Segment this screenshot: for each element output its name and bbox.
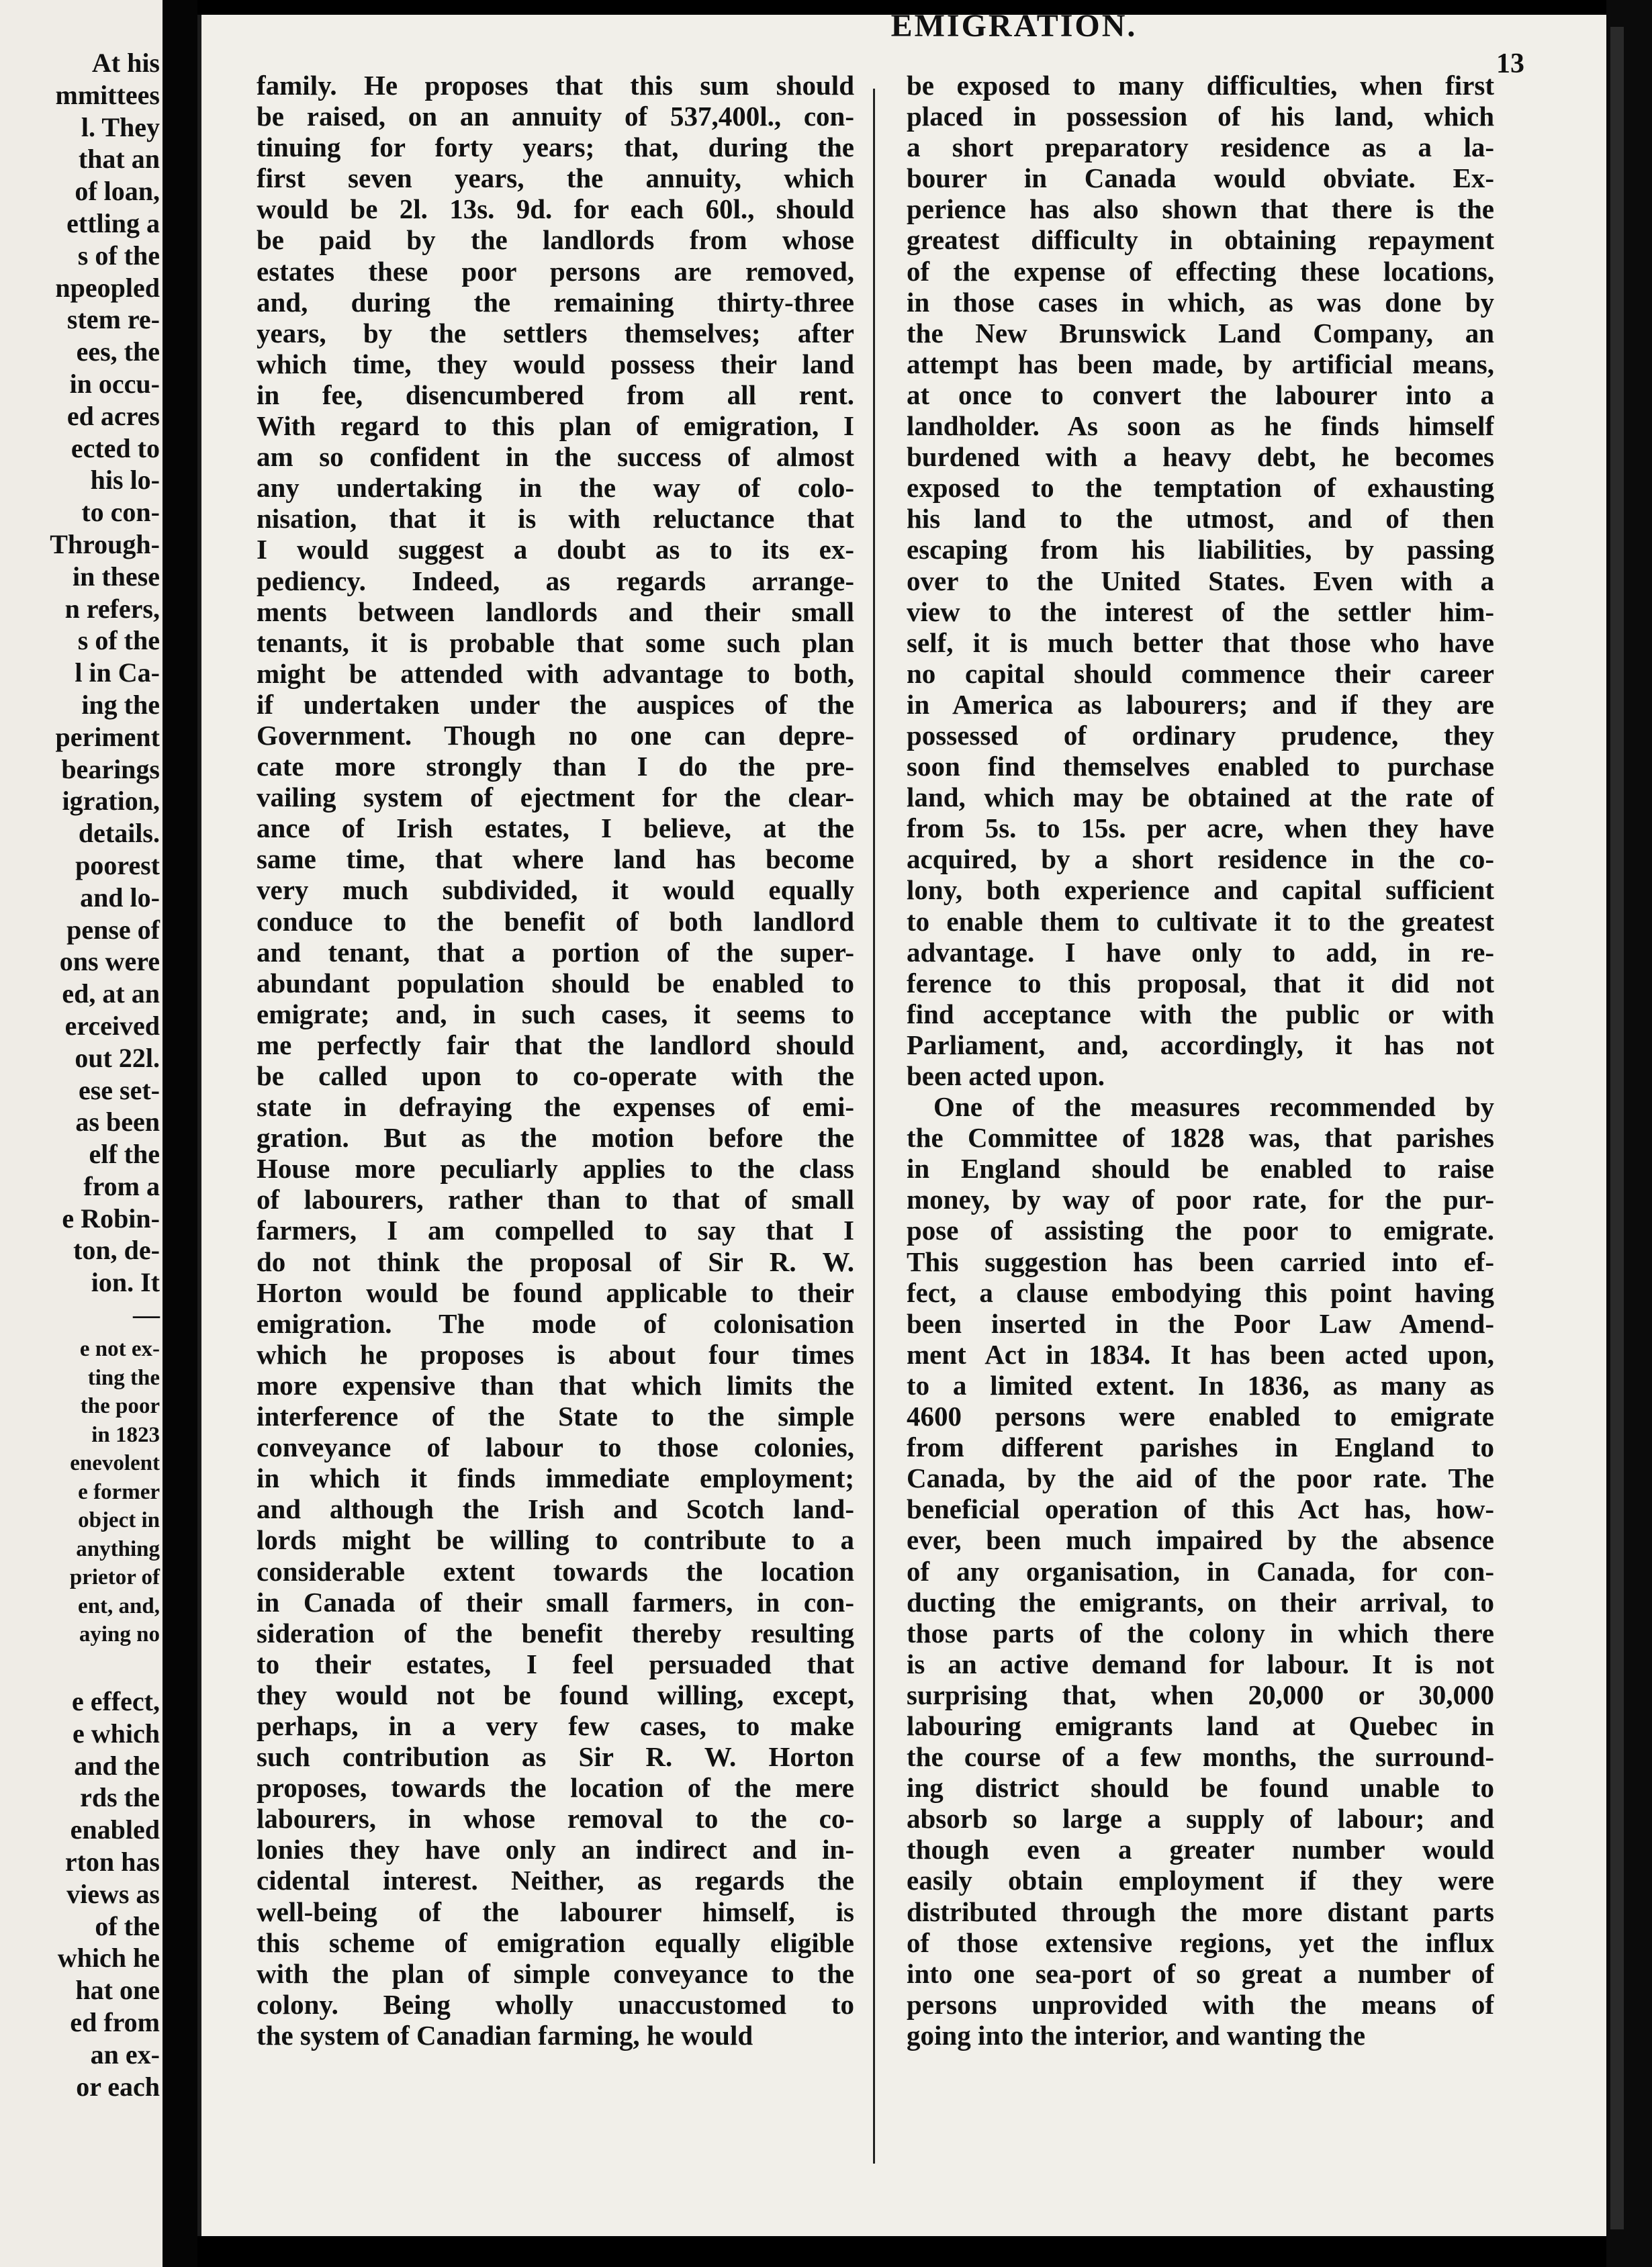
text-line: House more peculiarly applies to the class bbox=[257, 1153, 854, 1185]
text-line: years, by the settlers themselves; after bbox=[257, 317, 854, 349]
text-line: pose of assisting the poor to emigrate. bbox=[907, 1215, 1494, 1246]
text-line: and tenant, that a portion of the super- bbox=[257, 936, 854, 968]
previous-page-text-lower bbox=[0, 1685, 160, 2102]
text-line: very much subdivided, it would equally bbox=[257, 874, 854, 906]
text-line: persons unprovided with the means of bbox=[907, 1988, 1494, 2020]
fragment-line: Through- bbox=[50, 528, 160, 559]
text-line: Government. Though no one can depre- bbox=[257, 719, 854, 751]
fragment-line: erceived bbox=[64, 1010, 160, 1041]
text-line: nisation, that it is with reluctance that bbox=[257, 503, 854, 535]
fragment-line: bearings bbox=[61, 753, 160, 784]
text-line: With regard to this plan of emigration, I bbox=[257, 410, 854, 442]
fragment-line: e effect, bbox=[72, 1686, 160, 1716]
text-line: of labourers, rather than to that of small bbox=[257, 1184, 854, 1215]
text-line: greatest difficulty in obtaining repayment bbox=[907, 224, 1494, 256]
text-line: ference to this proposal, that it did not bbox=[907, 967, 1494, 999]
text-line: fect, a clause embodying this point having bbox=[907, 1277, 1494, 1308]
text-line: distributed through the more distant parts bbox=[907, 1896, 1494, 1927]
fragment-line: n refers, bbox=[64, 593, 160, 624]
text-line: which he proposes is about four times bbox=[257, 1338, 854, 1370]
text-line: lony, both experience and capital sufficient bbox=[907, 874, 1494, 906]
fragment-line: aying no bbox=[79, 1622, 160, 1647]
fragment-line: views as bbox=[66, 1878, 160, 1909]
text-line: abundant population should be enabled to bbox=[257, 967, 854, 999]
fragment-line: e former bbox=[78, 1479, 160, 1504]
text-line: which time, they would possess their land bbox=[257, 348, 854, 379]
text-line: absorb so large a supply of labour; and bbox=[907, 1803, 1494, 1835]
text-line: in which it finds immediate employment; bbox=[257, 1463, 854, 1494]
text-line: be paid by the landlords from whose bbox=[257, 224, 854, 256]
text-line: labouring emigrants land at Quebec in bbox=[907, 1710, 1494, 1741]
text-line: first seven years, the annuity, which bbox=[257, 163, 854, 194]
text-line: escaping from his liabilities, by passing bbox=[907, 534, 1494, 565]
fragment-line: to con- bbox=[81, 497, 160, 528]
text-line: conduce to the benefit of both landlord bbox=[257, 905, 854, 937]
text-line: cidental interest. Neither, as regards the bbox=[257, 1865, 854, 1896]
fragment-line: — bbox=[133, 1299, 160, 1330]
text-line: would be 2l. 13s. 9d. for each 60l., should bbox=[257, 193, 854, 225]
fragment-line: elf the bbox=[89, 1139, 160, 1170]
text-line: though even a greater number would bbox=[907, 1834, 1494, 1865]
fragment-line: out 22l. bbox=[75, 1042, 160, 1073]
text-line: exposed to the temptation of exhausting bbox=[907, 472, 1494, 504]
fragment-line: which he bbox=[57, 1943, 160, 1974]
text-line: been acted upon. bbox=[907, 1060, 1105, 1091]
text-line: labourers, in whose removal to the co- bbox=[257, 1803, 854, 1835]
text-line: pediency. Indeed, as regards arrange- bbox=[257, 565, 854, 596]
text-line: landholder. As soon as he finds himself bbox=[907, 410, 1494, 442]
text-line: colony. Being wholly unaccustomed to bbox=[257, 1988, 854, 2020]
text-line: to enable them to cultivate it to the greatest bbox=[907, 905, 1494, 937]
text-line: ever, been much impaired by the absence bbox=[907, 1524, 1494, 1556]
fragment-line: in occu- bbox=[69, 368, 160, 399]
text-line: going into the interior, and wanting the bbox=[907, 2019, 1366, 2051]
fragment-line: anything bbox=[76, 1536, 160, 1561]
fragment-line: or each bbox=[76, 2071, 160, 2102]
text-line: perience has also shown that there is the bbox=[907, 193, 1494, 225]
text-line: estates these poor persons are removed, bbox=[257, 255, 854, 287]
text-line: land, which may be obtained at the rate of bbox=[907, 782, 1494, 813]
text-line: ance of Irish estates, I believe, at the bbox=[257, 813, 854, 844]
text-line: lords might be willing to contribute to a bbox=[257, 1524, 854, 1556]
fragment-line: that an bbox=[78, 144, 160, 175]
text-line: interference of the State to the simple bbox=[257, 1401, 854, 1432]
text-line: any undertaking in the way of colo- bbox=[257, 472, 854, 504]
book-page bbox=[197, 15, 1606, 2236]
fragment-line: of loan, bbox=[75, 176, 160, 207]
column-rule bbox=[873, 89, 875, 2164]
text-line: acquired, by a short residence in the co- bbox=[907, 843, 1494, 875]
fragment-line: l in Ca- bbox=[75, 657, 160, 688]
text-line: One of the measures recommended by bbox=[933, 1091, 1494, 1123]
text-line: sideration of the benefit thereby resulting bbox=[257, 1617, 854, 1649]
previous-page-edge bbox=[0, 0, 163, 2267]
fragment-line: ettling a bbox=[66, 207, 160, 238]
fragment-line: ting the bbox=[87, 1365, 160, 1390]
text-line: am so confident in the success of almost bbox=[257, 441, 854, 473]
text-line: perhaps, in a very few cases, to make bbox=[257, 1710, 854, 1741]
text-line: view to the interest of the settler him- bbox=[907, 596, 1494, 627]
text-line: his land to the utmost, and of then bbox=[907, 503, 1494, 535]
text-line: be called upon to co-operate with the bbox=[257, 1060, 854, 1091]
text-line: bourer in Canada would obviate. Ex- bbox=[907, 163, 1494, 194]
fragment-line: ected to bbox=[71, 432, 160, 463]
fragment-line: and the bbox=[74, 1750, 160, 1781]
fragment-line: and lo- bbox=[80, 882, 160, 913]
text-line: easily obtain employment if they were bbox=[907, 1865, 1494, 1896]
previous-page-text-upper bbox=[0, 47, 160, 1331]
text-line: of any organisation, in Canada, for con- bbox=[907, 1555, 1494, 1587]
text-line: with the plan of simple conveyance to the bbox=[257, 1957, 854, 1989]
fragment-line: mmittees bbox=[55, 79, 160, 110]
text-line: vailing system of ejectment for the clear- bbox=[257, 782, 854, 813]
fragment-line: ed from bbox=[70, 2006, 160, 2037]
text-line: ing district should be found unable to bbox=[907, 1772, 1494, 1804]
fragment-line: e Robin- bbox=[62, 1203, 160, 1234]
fragment-line: ent, and, bbox=[78, 1593, 160, 1618]
text-line: if undertaken under the auspices of the bbox=[257, 688, 854, 720]
text-line: do not think the proposal of Sir R. W. bbox=[257, 1246, 854, 1277]
page-number: 13 bbox=[1496, 48, 1524, 79]
page-edge-strip bbox=[1610, 27, 1624, 2229]
text-line: in those cases in which, as was done by bbox=[907, 286, 1494, 318]
text-line: family. He proposes that this sum should bbox=[257, 70, 854, 101]
text-line: no capital should commence their career bbox=[907, 657, 1494, 689]
fragment-line: ing the bbox=[81, 689, 160, 720]
text-line: emigration. The mode of colonisation bbox=[257, 1307, 854, 1339]
fragment-line: ed, at an bbox=[62, 978, 160, 1009]
text-line: advantage. I have only to add, in re- bbox=[907, 936, 1494, 968]
text-line: Canada, by the aid of the poor rate. The bbox=[907, 1463, 1494, 1494]
text-line: conveyance of labour to those colonies, bbox=[257, 1432, 854, 1463]
text-line: ments between landlords and their small bbox=[257, 596, 854, 627]
text-line: in England should be enabled to raise bbox=[907, 1153, 1494, 1185]
text-line: cate more strongly than I do the pre- bbox=[257, 751, 854, 782]
previous-page-text-footnote bbox=[0, 1335, 160, 1649]
text-line: possessed of ordinary prudence, they bbox=[907, 719, 1494, 751]
text-line: might be attended with advantage to both, bbox=[257, 657, 854, 689]
text-line: been inserted in the Poor Law Amend- bbox=[907, 1307, 1494, 1339]
text-line: emigrate; and, in such cases, it seems to bbox=[257, 998, 854, 1029]
text-line: lonies they have only an indirect and in- bbox=[257, 1834, 854, 1865]
text-line: the New Brunswick Land Company, an bbox=[907, 317, 1494, 349]
text-line: in fee, disencumbered from all rent. bbox=[257, 379, 854, 410]
fragment-line: enevolent bbox=[70, 1451, 160, 1475]
fragment-line: poorest bbox=[75, 849, 160, 880]
text-line: money, by way of poor rate, for the pur- bbox=[907, 1184, 1494, 1215]
text-line: and, during the remaining thirty-three bbox=[257, 286, 854, 318]
text-line: ment Act in 1834. It has been acted upon, bbox=[907, 1338, 1494, 1370]
text-line: burdened with a heavy debt, he becomes bbox=[907, 441, 1494, 473]
text-line: the Committee of 1828 was, that parishes bbox=[907, 1122, 1494, 1154]
fragment-line: in these bbox=[73, 561, 160, 592]
text-line: over to the United States. Even with a bbox=[907, 565, 1494, 596]
text-line: ducting the emigrants, on their arrival, to bbox=[907, 1586, 1494, 1618]
fragment-line: his lo- bbox=[90, 465, 160, 496]
fragment-line: an ex- bbox=[90, 2039, 160, 2070]
text-line: more expensive than that which limits the bbox=[257, 1369, 854, 1401]
text-line: attempt has been made, by artificial means, bbox=[907, 348, 1494, 379]
text-line: from 5s. to 15s. per acre, when they have bbox=[907, 813, 1494, 844]
fragment-line: prietor of bbox=[69, 1565, 160, 1589]
fragment-line: ons were bbox=[59, 946, 160, 977]
text-line: this scheme of emigration equally eligible bbox=[257, 1927, 854, 1958]
text-line: Parliament, and, accordingly, it has not bbox=[907, 1029, 1494, 1060]
text-line: considerable extent towards the location bbox=[257, 1555, 854, 1587]
text-line: state in defraying the expenses of emi- bbox=[257, 1091, 854, 1123]
text-line: gration. But as the motion before the bbox=[257, 1122, 854, 1154]
text-line: into one sea-port of so great a number of bbox=[907, 1957, 1494, 1989]
text-line: is an active demand for labour. It is not bbox=[907, 1648, 1494, 1679]
text-column-right bbox=[907, 70, 1494, 2051]
fragment-line: stem re- bbox=[66, 304, 160, 335]
text-line: at once to convert the labourer into a bbox=[907, 379, 1494, 410]
text-line: tenants, it is probable that some such plan bbox=[257, 627, 854, 658]
text-column-left bbox=[257, 70, 854, 2051]
fragment-line: the poor bbox=[80, 1394, 160, 1418]
fragment-line: e which bbox=[73, 1718, 160, 1749]
text-line: the course of a few months, the surround- bbox=[907, 1741, 1494, 1773]
text-line: This suggestion has been carried into ef- bbox=[907, 1246, 1494, 1277]
page-stack-edge bbox=[1606, 0, 1652, 2267]
text-line: a short preparatory residence as a la- bbox=[907, 132, 1494, 163]
fragment-line: from a bbox=[83, 1170, 160, 1201]
fragment-line: details. bbox=[78, 818, 160, 849]
text-line: I would suggest a doubt as to its ex- bbox=[257, 534, 854, 565]
fragment-line: l. They bbox=[81, 111, 160, 142]
text-line: from different parishes in England to bbox=[907, 1432, 1494, 1463]
text-line: of the expense of effecting these locations, bbox=[907, 255, 1494, 287]
text-line: tinuing for forty years; that, during the bbox=[257, 132, 854, 163]
fragment-line: rds the bbox=[80, 1782, 160, 1813]
text-line: to a limited extent. In 1836, as many as bbox=[907, 1369, 1494, 1401]
text-line: the system of Canadian farming, he would bbox=[257, 2019, 753, 2051]
fragment-line: hat one bbox=[75, 1975, 160, 2006]
fragment-line: enabled bbox=[70, 1814, 160, 1845]
fragment-line: periment bbox=[55, 721, 160, 752]
fragment-line: ton, de- bbox=[73, 1235, 160, 1266]
fragment-line: ese set- bbox=[78, 1074, 160, 1105]
text-line: self, it is much better that those who have bbox=[907, 627, 1494, 658]
fragment-line: s of the bbox=[77, 240, 160, 271]
text-line: me perfectly fair that the landlord should bbox=[257, 1029, 854, 1060]
text-line: farmers, I am compelled to say that I bbox=[257, 1215, 854, 1246]
text-line: soon find themselves enabled to purchase bbox=[907, 751, 1494, 782]
text-line: 4600 persons were enabled to emigrate bbox=[907, 1401, 1494, 1432]
text-line: in Canada of their small farmers, in con- bbox=[257, 1586, 854, 1618]
text-line: Horton would be found applicable to their bbox=[257, 1277, 854, 1308]
fragment-line: At his bbox=[91, 48, 160, 78]
text-line: those parts of the colony in which there bbox=[907, 1617, 1494, 1649]
book-gutter bbox=[163, 0, 197, 2267]
text-line: and although the Irish and Scotch land- bbox=[257, 1493, 854, 1525]
text-line: in America as labourers; and if they are bbox=[907, 688, 1494, 720]
fragment-line: in 1823 bbox=[91, 1422, 160, 1447]
fragment-line: ion. It bbox=[91, 1267, 160, 1298]
text-line: be raised, on an annuity of 537,400l., con- bbox=[257, 101, 854, 132]
text-line: they would not be found willing, except, bbox=[257, 1679, 854, 1710]
fragment-line: igration, bbox=[62, 786, 160, 817]
text-line: well-being of the labourer himself, is bbox=[257, 1896, 854, 1927]
text-line: proposes, towards the location of the mere bbox=[257, 1772, 854, 1804]
text-line: placed in possession of his land, which bbox=[907, 101, 1494, 132]
text-line: surprising that, when 20,000 or 30,000 bbox=[907, 1679, 1494, 1710]
text-line: to their estates, I feel persuaded that bbox=[257, 1648, 854, 1679]
fragment-line: pense of bbox=[66, 914, 160, 945]
fragment-line: e not ex- bbox=[79, 1337, 160, 1361]
fragment-line: s of the bbox=[77, 625, 160, 656]
fragment-line: object in bbox=[78, 1508, 160, 1532]
text-line: be exposed to many difficulties, when first bbox=[907, 70, 1494, 101]
text-line: such contribution as Sir R. W. Horton bbox=[257, 1741, 854, 1773]
text-line: find acceptance with the public or with bbox=[907, 998, 1494, 1029]
text-line: of those extensive regions, yet the influx bbox=[907, 1927, 1494, 1958]
fragment-line: rton has bbox=[64, 1846, 160, 1877]
text-line: same time, that where land has become bbox=[257, 843, 854, 875]
fragment-line: npeopled bbox=[55, 272, 160, 303]
fragment-line: ed acres bbox=[66, 400, 160, 431]
text-line: beneficial operation of this Act has, how- bbox=[907, 1493, 1494, 1525]
fragment-line: as been bbox=[75, 1107, 160, 1138]
fragment-line: ees, the bbox=[76, 336, 160, 367]
running-head: EMIGRATION. bbox=[890, 15, 1138, 43]
fragment-line: of the bbox=[95, 1910, 160, 1941]
